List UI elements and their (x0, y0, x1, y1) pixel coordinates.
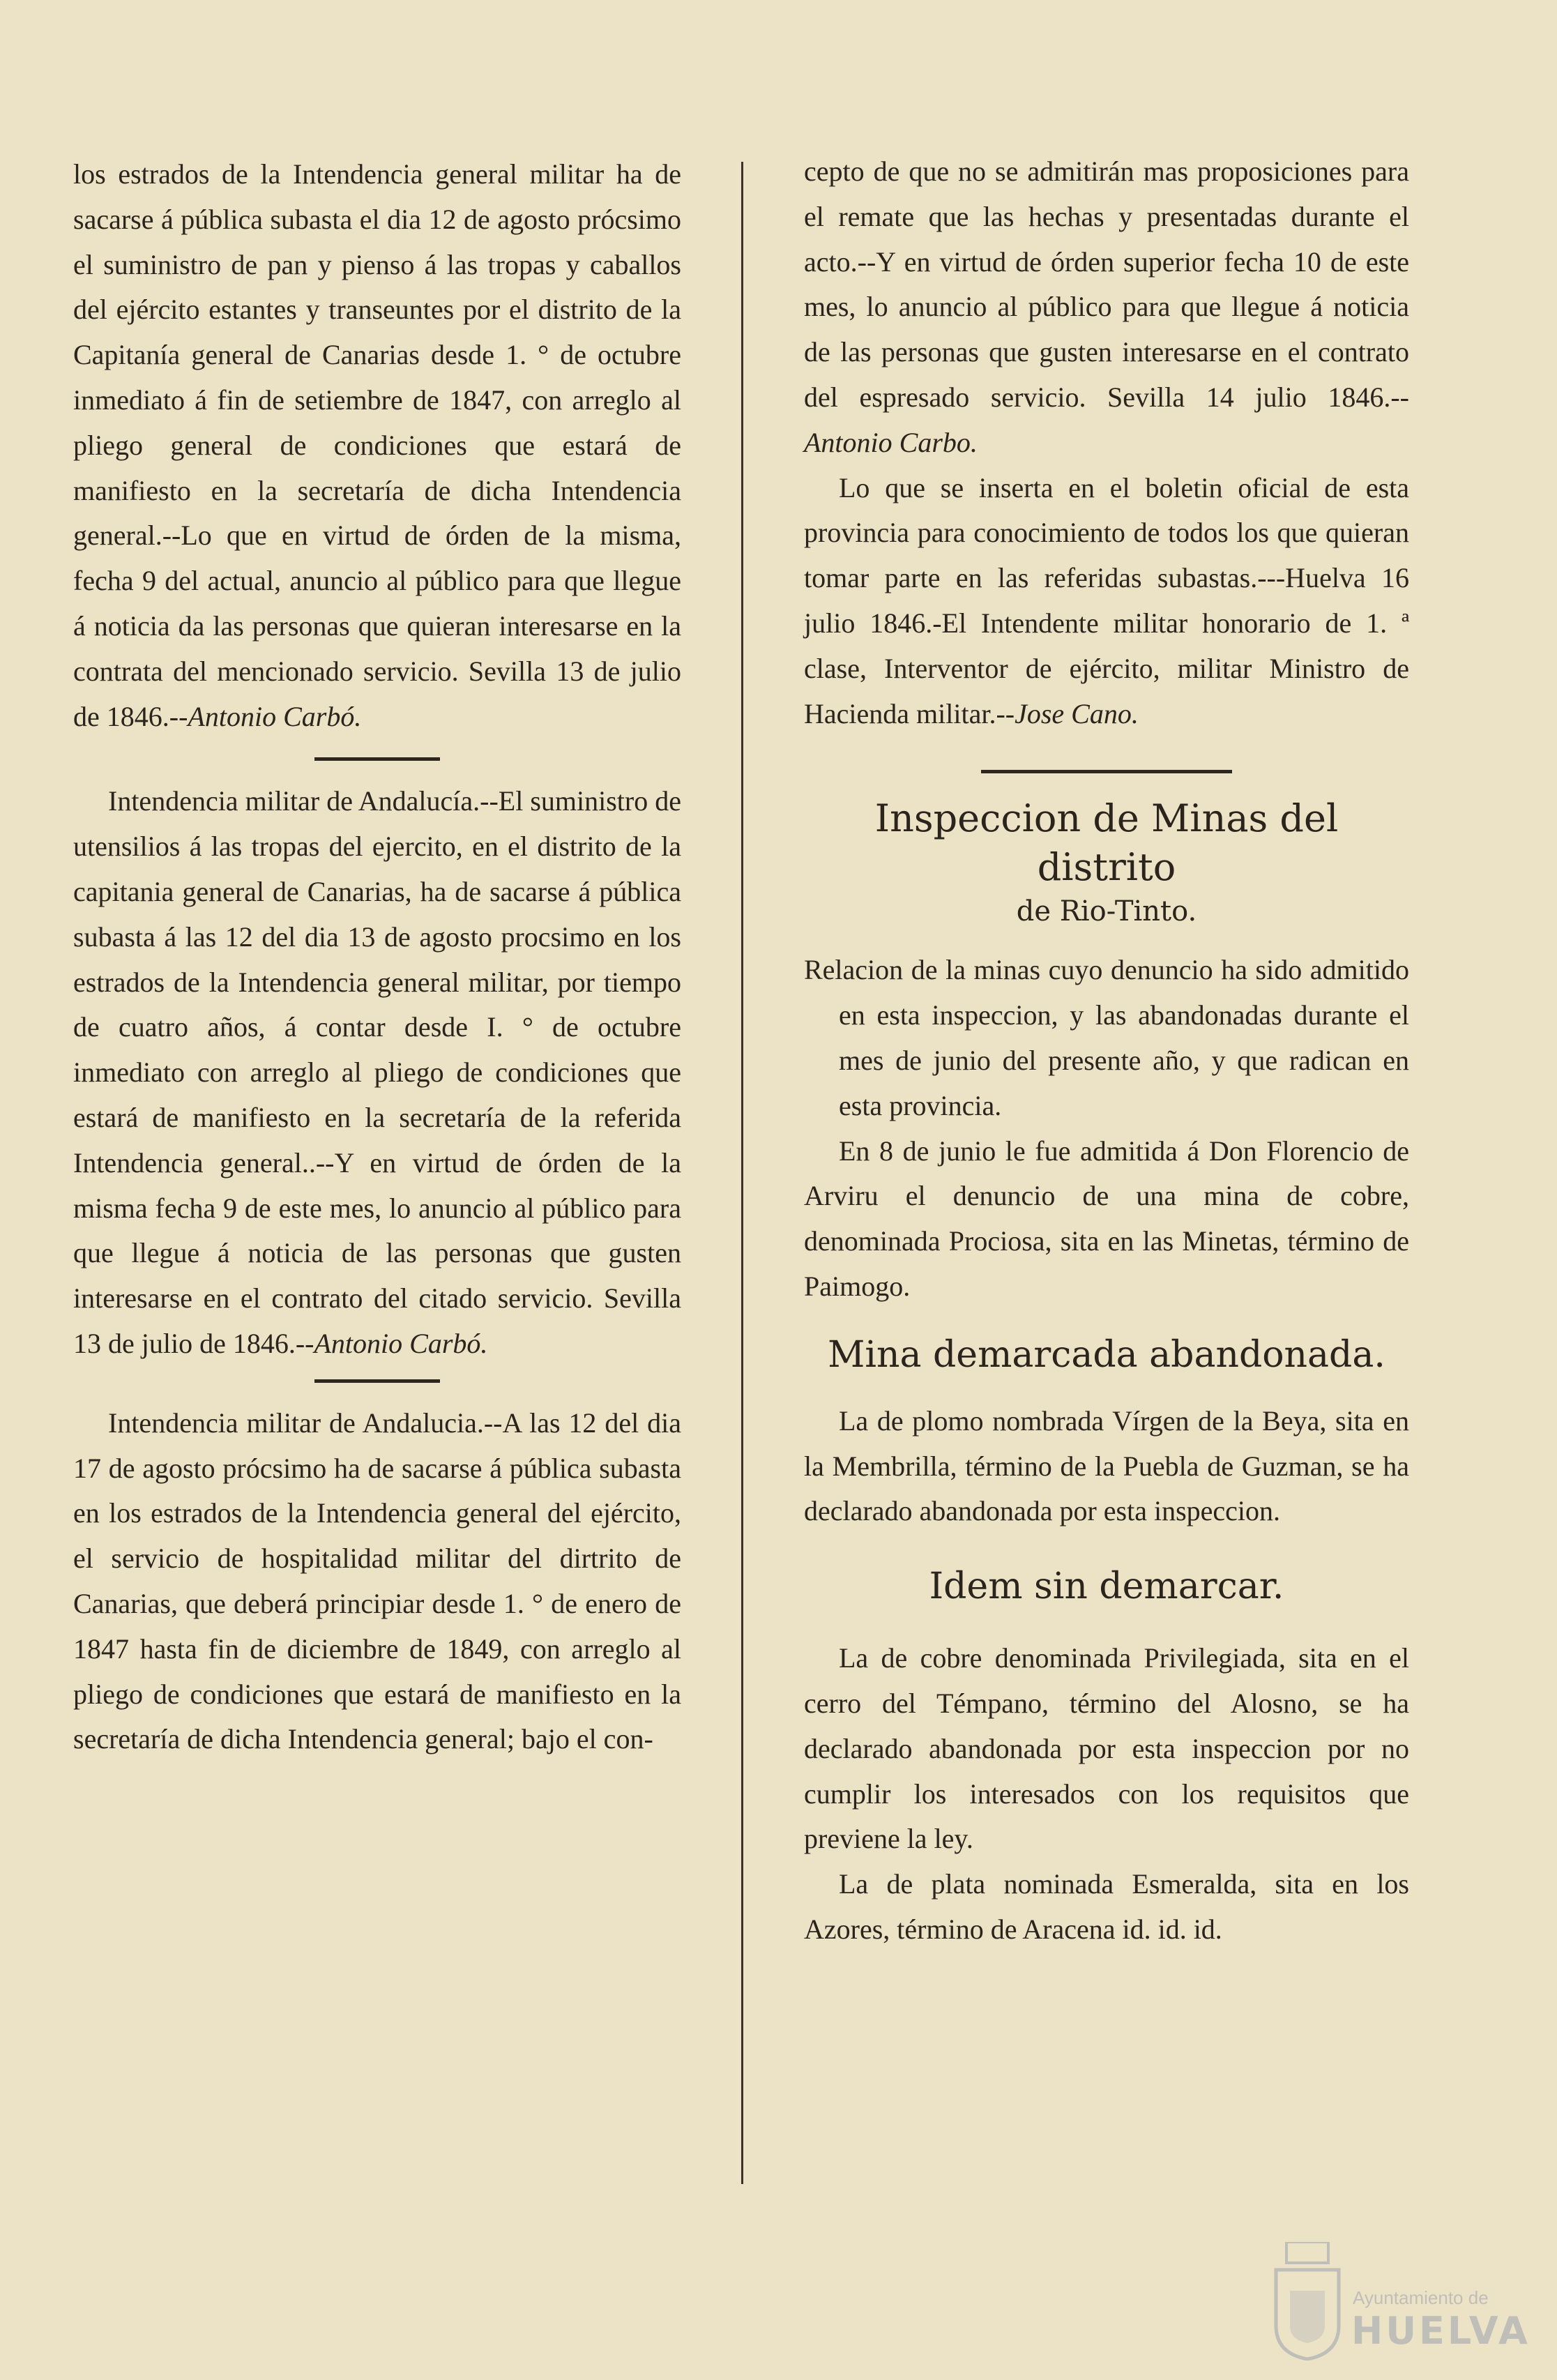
watermark-line2: HUELVA (1351, 2309, 1531, 2353)
notice-hospital-continued: cepto de que no se admitirán mas proposiciones para el remate que las hechas y presentadas durante el acto.--Y en virtud de órden superior fecha 10 de este mes, lo anuncio al público para que llegue á noticia de las personas que gusten interesarse en el contrato del espresado servicio. Sevilla 14 julio 1846.--Antonio Carbo. (804, 156, 1409, 458)
right-column (804, 149, 1409, 1953)
signature: Antonio Carbo. (804, 426, 978, 458)
watermark-line1: Ayuntamiento de (1353, 2287, 1489, 2308)
notice-boletin-insert: Lo que se inserta en el boletin oficial de esta provincia para conocimiento de todos los que quieran tomar parte en las referidas subastas.---Huelva 16 julio 1846.-El Intendente militar honorario de 1. ª clase, Interventor de ejército, militar Ministro de Hacienda militar.--Jose Cano. (804, 471, 1409, 729)
signature: Antonio Carbó. (314, 1327, 488, 1359)
mines-relation-intro: Relacion de la minas cuyo denuncio ha sido admitido en esta inspeccion, y las abandonadas durante el mes de junio del presente año, y que radican en esta provincia. (804, 954, 1409, 1121)
heading-demarcated-abandoned: Mina demarcada abandonada. (828, 1333, 1385, 1376)
mine-abandoned-entry: La de cobre denominada Privilegiada, sita en el cerro del Témpano, término del Alosno, se ha declarado abandonada por esta inspeccion por no cumplir los interesados con los requisitos que previene la ley. (804, 1642, 1409, 1855)
notice-hospital-service: Intendencia militar de Andalucia.--A las 12 del dia 17 de agosto prócsimo ha de sacarse á pública subasta en los estrados de la Intendencia general del ejército, el servicio de hospitalidad militar del dirtrito de Canarias, que deberá principiar desde 1. ° de enero de 1847 hasta fin de diciembre de 1849, con arreglo al pliego de condiciones que estará de manifiesto en la secretaría de dicha Intendencia general; bajo el con- (73, 1407, 681, 1755)
mine-admitted-entry: En 8 de junio le fue admitida á Don Florencio de Arviru el denuncio de una mina de cobre, denominada Prociosa, sita en las Minetas, término de Paimogo. (804, 1135, 1409, 1302)
signature: Antonio Carbó. (188, 700, 362, 732)
section-title: Inspeccion de Minas del distrito (874, 796, 1339, 890)
separator-rule (314, 1379, 440, 1383)
signature: Jose Cano. (1015, 697, 1139, 729)
left-column (73, 152, 681, 1762)
notice-bread-supply: los estrados de la Intendencia general militar ha de sacarse á pública subasta el dia 12 de agosto prócsimo el suministro de pan y pienso á las tropas y caballos del ejército estantes y transeuntes por el distrito de la Capitanía general de Canarias desde 1. ° de octubre inmediato á fin de setiembre de 1847, con arreglo al pliego general de condiciones que estará de manifiesto en la secretaría de dicha Intendencia general.--Lo que en virtud de órden de la misma, fecha 9 del actual, anuncio al público para que llegue á noticia da las personas que quieran interesarse en la contrata del mencionado servicio. Sevilla 13 de julio de 1846.--Antonio Carbó. (73, 158, 681, 732)
coat-of-arms-icon (1269, 2242, 1346, 2360)
section-subtitle: de Rio-Tinto. (1016, 895, 1197, 928)
column-divider (741, 162, 743, 2184)
notice-utensils-supply: Intendencia militar de Andalucía.--El suministro de utensilios á las tropas del ejercito, en el distrito de la capitania general de Canarias, ha de sacarse á pública subasta á las 12 del dia 13 de agosto procsimo en los estrados de la Intendencia general militar, por tiempo de cuatro años, á contar desde I. ° de octubre inmediato con arreglo al pliego de condiciones que estará de manifiesto en la secretaría de la referida Intendencia general..--Y en virtud de órden de la misma fecha 9 de este mes, lo anuncio al público para que llegue á noticia de las personas que gusten interesarse en el contrato del citado servicio. Sevilla 13 de julio de 1846.--Antonio Carbó. (73, 785, 681, 1359)
separator-rule (981, 770, 1232, 773)
mine-abandoned-entry: La de plomo nombrada Vírgen de la Beya, sita en la Membrilla, término de la Puebla de Guzman, se ha declarado abandonada por esta inspeccion. (804, 1404, 1409, 1527)
separator-rule (314, 757, 440, 761)
mine-abandoned-entry: La de plata nominada Esmeralda, sita en los Azores, término de Aracena id. id. id. (804, 1868, 1409, 1945)
watermark-logo (1269, 2242, 1531, 2360)
heading-undemarcated: Idem sin demarcar. (929, 1566, 1284, 1608)
